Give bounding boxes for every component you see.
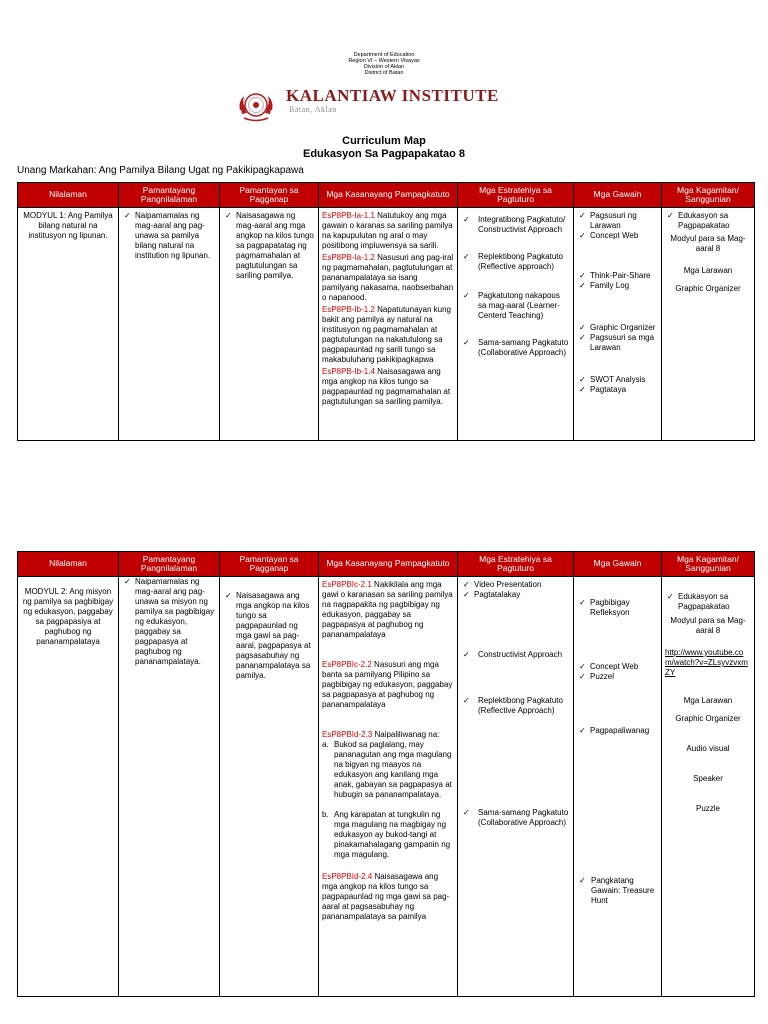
competency: [322, 253, 454, 303]
sub-item-label: b.: [322, 810, 329, 819]
list-item: ✓ Think-Pair-Share: [577, 271, 658, 281]
list-item: ✓ Replektibong Pagkatuto (Reflective approach): [461, 252, 570, 272]
nilalaman-cell: [18, 208, 119, 441]
competency-text: Nakikilala ang mga gawi o karanasan sa sariling pamilya na nagpapakita ng pagbibigay ng edukasyon, paggabay sa pagpapasya at paghubog ng pananampalataya: [322, 580, 453, 639]
competency: [322, 730, 454, 740]
resource-text: Graphic Organizer: [675, 714, 741, 723]
pagganap-cell: [220, 577, 319, 997]
list-item: ✓ Pangkatang Gawain: Treasure Hunt: [577, 876, 658, 906]
pangnilalaman-cell: [119, 577, 220, 997]
sub-item-label: a.: [322, 740, 329, 749]
competency-code: EsP8PB-Ib-1.4: [322, 367, 375, 376]
competency-text: Napatutunayan kung bakit ang pamilya ay natural na institusyon ng pagmamahalan at pagtutulungan na nakatutulong sa pagpapaunlad ng sarili tungo sa makabuluhang pakikipagkapwa: [322, 305, 451, 364]
modyul-1-text: MODYUL 1: Ang Pamilya bilang natural na institusyon ng lipunan.: [23, 211, 113, 240]
list-item: ✓ Replektibong Pagkatuto (Reflective Approach): [461, 696, 570, 716]
competency: [322, 580, 454, 640]
estratehiya-cell: [458, 577, 574, 997]
col-header-pangnilalaman: Pamantayang Pangnilalaman: [119, 183, 220, 208]
table-row: [18, 577, 755, 997]
institution-location: Batan, Aklan: [289, 105, 337, 114]
page-subtitle: Edukasyon Sa Pagpapakatao 8: [302, 148, 465, 160]
competency-text: Natutukoy ang mga gawain o karanas sa sariling pamilya na kapupulutan ng aral o may positibong impluwensya sa sarili.: [322, 211, 453, 250]
competency-code: EsP8PBId-2.3: [322, 730, 373, 739]
resource-text: Puzzle: [695, 804, 720, 813]
modyul-2-text: MODYUL 2: Ang misyon ng pamilya sa pagbibigay ng edukasyon, paggabay sa pagpapasiya at paghubog ng pananampalataya: [22, 587, 114, 646]
col-header-gawain: Mga Gawain: [574, 552, 662, 577]
deped-line: Department of Education: [353, 52, 415, 58]
table-row: [18, 208, 755, 441]
resource-text: Modyul para sa Mag-aaral 8: [670, 616, 746, 635]
col-header-nilalaman: Nilalaman: [18, 552, 119, 577]
competency-code: EsP8PB-Ia-1.1: [322, 211, 375, 220]
kagamitan-cell: [662, 208, 755, 441]
col-header-kasanayan: Mga Kasanayang Pampagkatuto: [319, 183, 458, 208]
list-item: ✓ Naipamamalas ng mag-aaral ang pag-unawa sa pamilya bilang natural na institution ng lipunan.: [122, 211, 216, 261]
col-header-estratehiya: Mga Estratehiya sa Pagtuturo: [458, 183, 574, 208]
institution-name: KALANTIAW INSTITUTE: [286, 86, 499, 105]
competency-text: Naisasagawa ang mga angkop na kilos tungo sa pagpapaunlad ng pagmamahalan at pagtutulungan sa sariling pamilya.: [322, 367, 451, 406]
list-item: ✓ Pagpapaliwanag: [577, 726, 658, 736]
gawain-cell: [574, 577, 662, 997]
list-item: ✓ Pagtataya: [577, 385, 658, 395]
page-title: Curriculum Map: [342, 135, 426, 147]
list-item: ✓ Sama-samang Pagkatuto (Collaborative Approach): [461, 338, 570, 358]
list-item: ✓ Edukasyon sa Pagpapakatao: [665, 592, 751, 612]
competency: [322, 305, 454, 365]
list-item: ✓ Naisasagawa ng mag-aaral ang mga angkop na kilos tungo sa pagpapatatag ng pagmamahalan at pagtutulungan sa sariling pamilya.: [223, 211, 315, 281]
list-item: ✓ Graphic Organizer: [577, 323, 658, 333]
list-item: ✓ Naipamamalas ng mag-aaral ang pag-unawa sa misyon ng pamilya sa pagbibigay ng edukasyon, paggabay sa pagpapasya at paghubog ng pananampalataya.: [122, 577, 216, 667]
resource-text: Speaker: [693, 774, 723, 783]
resource-text: Graphic Organizer: [675, 284, 741, 293]
list-item: ✓ Constructivist Approach: [461, 650, 570, 660]
kagamitan-cell: [662, 577, 755, 997]
division-line: Division of Aklan: [363, 64, 405, 70]
youtube-link-wrap: [665, 648, 751, 678]
col-header-nilalaman: Nilalaman: [18, 183, 119, 208]
youtube-link[interactable]: http://www.youtube.com/watch?v=ZLsyvzvxmZY: [665, 648, 748, 677]
pangnilalaman-cell: [119, 208, 220, 441]
competency-code: EsP8PBIc-2.2: [322, 660, 372, 669]
competency-code: EsP8PB-Ia-1.2: [322, 253, 375, 262]
competency: [322, 660, 454, 710]
competency-text: Nasusuri ang mga banta sa pamilyang Pilipino sa pagbibigay ng edukasyon, paggabay sa pagpapasya at paghubog ng pananampalataya: [322, 660, 453, 709]
curriculum-table-2: [17, 551, 755, 997]
competency-text: Nasusuri ang pag-iral ng pagmamahalan, pagtutulungan at pananampalataya sa isang pamilyang nakasama, naobserbahan o napanood.: [322, 253, 454, 302]
sub-item-a: [322, 740, 454, 800]
region-line: Region VI – Western Visayas: [348, 58, 420, 64]
resource-text: Mga Larawan: [683, 696, 733, 705]
list-item: ✓ Pagbibigay Refleksyon: [577, 598, 658, 618]
col-header-estratehiya: Mga Estratehiya sa Pagtuturo: [458, 552, 574, 577]
list-item: ✓ Puzzel: [577, 672, 658, 682]
list-item: ✓ Integratibong Pagkatuto/ Constructivist Approach: [461, 215, 570, 235]
list-item: ✓ SWOT Analysis: [577, 375, 658, 385]
school-seal-icon: [236, 84, 276, 124]
list-item: ✓ Naisasagawa ang mga angkop na kilos tungo sa pagpapaunlad ng mga gawi sa pag-aaral, pagpapasya at pagsasabuhay ng pananampalataya sa pamilya.: [223, 591, 315, 681]
col-header-kagamitan: Mga Kagamitan/ Sanggunian: [662, 552, 755, 577]
sub-item-text: Ang karapatan at tungkulin ng mga magulang na magbigay ng edukasyon ay bukod-tangi at pinakamahalagang gampanin ng mga magulang.: [334, 810, 451, 859]
list-item: ✓ Family Log: [577, 281, 658, 291]
competency-text: Naisasagawa ang mga angkop na kilos tungo sa pagpapaunlad ng mga gawi sa pag-aaral at pagsasabuhay ng pananampalataya sa pamilya: [322, 872, 450, 921]
pagganap-cell: [220, 208, 319, 441]
kasanayan-cell: [319, 208, 458, 441]
list-item: ✓ Edukasyon sa Pagpapakatao: [665, 211, 751, 231]
col-header-pagganap: Pamantayan sa Pagganap: [220, 552, 319, 577]
resource-text: Audio visual: [686, 744, 730, 753]
col-header-gawain: Mga Gawain: [574, 183, 662, 208]
competency-text: Naipaliliwanag na:: [372, 730, 440, 739]
list-item: ✓ Concept Web: [577, 662, 658, 672]
col-header-kagamitan: Mga Kagamitan/ Sanggunian: [662, 183, 755, 208]
quarter-heading: Unang Markahan: Ang Pamilya Bilang Ugat ng Pakikipagkapawa: [17, 165, 304, 176]
competency-code: EsP8PBIc-2.1: [322, 580, 372, 589]
kasanayan-cell: [319, 577, 458, 997]
curriculum-table-1: [17, 182, 755, 441]
list-item: ✓ Pagsusuri ng Larawan: [577, 211, 658, 231]
sub-item-text: Bukod sa paglalang, may pananagutan ang mga magulang na bigyan ng maayos na edukasyon ang kanilang mga anak, gabayan sa pagpapasya at hubugin sa pananampalataya.: [334, 740, 452, 799]
list-item: ✓ Pagkatutong nakapous sa mag-aaral (Learner-Centerd Teaching): [461, 291, 570, 321]
col-header-kasanayan: Mga Kasanayang Pampagkatuto: [319, 552, 458, 577]
list-item: ✓ Video Presentation: [461, 580, 570, 590]
list-item: ✓ Concept Web: [577, 231, 658, 241]
competency-code: EsP8PB-Ib-1.2: [322, 305, 375, 314]
resource-text: Modyul para sa Mag-aaral 8: [670, 234, 746, 253]
list-item: ✓ Pagsusuri sa mga Larawan: [577, 333, 658, 353]
competency-code: EsP8PBId-2.4: [322, 872, 373, 881]
col-header-pagganap: Pamantayan sa Pagganap: [220, 183, 319, 208]
nilalaman-cell: [18, 577, 119, 997]
resource-text: Mga Larawan: [683, 266, 733, 275]
competency: [322, 211, 454, 251]
col-header-pangnilalaman: Pamantayang Pangnilalaman: [119, 552, 220, 577]
gawain-cell: [574, 208, 662, 441]
competency: [322, 367, 454, 407]
district-line: District of Batan: [364, 70, 404, 76]
estratehiya-cell: [458, 208, 574, 441]
sub-item-b: [322, 810, 454, 860]
list-item: ✓ Sama-samang Pagkatuto (Collaborative Approach): [461, 808, 570, 828]
list-item: ✓ Pagtatalakay: [461, 590, 570, 600]
competency: [322, 872, 454, 922]
